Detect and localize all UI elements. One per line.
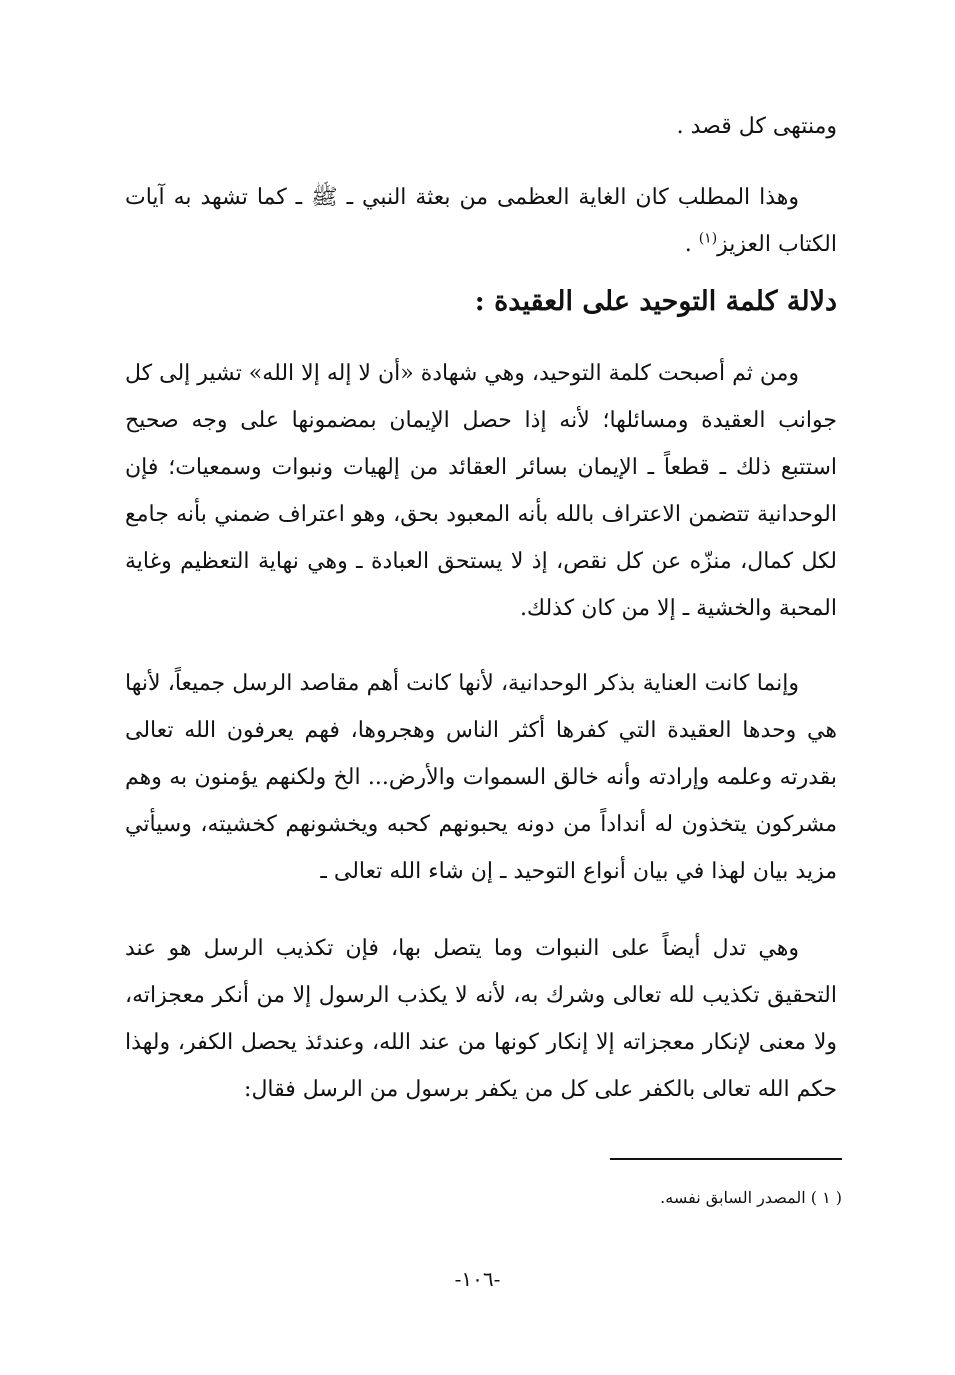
paragraph-text: ومن ثم أصبحت كلمة التوحيد، وهي شهادة «أن لا إله إلا الله» تشير إلى كل جوانب العقيدة ومسائلها؛ لأنه إذا حصل الإيمان بمضمونها على وجه صحيح استتبع ذلك ـ قطعاً ـ الإيمان بسائر العقائد من إلهيات ونبوات وسمعيات؛ فإن الوحدانية تتضمن الاعتراف بالله بأنه المعبود بحق، وهو اعتراف ضمني بأنه جامع لكل كمال، منزّه عن كل نقص، إذ لا يستحق العبادة ـ وهي نهاية التعظيم وغاية المحبة والخشية ـ إلا من كان كذلك. — [125, 361, 837, 621]
paragraph-text: ومنتهى كل قصد . — [676, 114, 837, 139]
footnote-reference[interactable]: (١) — [698, 230, 718, 247]
footnote: ( ١ ) المصدر السابق نفسه. — [660, 1188, 842, 1207]
paragraph-end: . — [684, 232, 699, 257]
paragraph-mission — [125, 174, 837, 268]
paragraph-tawhid — [125, 350, 837, 632]
paragraph-continuation — [125, 103, 837, 150]
paragraph-wahdaniyya — [125, 660, 837, 895]
paragraph-text: وإنما كانت العناية بذكر الوحدانية، لأنها كانت أهم مقاصد الرسل جميعاً، لأنها هي وحدها العقيدة التي كفرها أكثر الناس وهجروها، فهم يعرفون الله تعالى بقدرته وعلمه وإرادته وأنه خالق السموات والأرض... الخ ولكنهم يؤمنون به وهم مشركون يتخذون له أنداداً من دونه يحبونهم كحبه ويخشونهم كخشيته، وسيأتي مزيد بيان لهذا في بيان أنواع التوحيد ـ إن شاء الله تعالى ـ — [125, 671, 837, 884]
page-number: -١٠٦- — [454, 1267, 501, 1291]
paragraph-nubuwwat — [125, 925, 837, 1113]
section-heading: دلالة كلمة التوحيد على العقيدة : — [474, 286, 837, 317]
paragraph-text: وهي تدل أيضاً على النبوات وما يتصل بها، فإن تكذيب الرسل هو عند التحقيق تكذيب لله تعالى وشرك به، لأنه لا يكذب الرسول إلا من أنكر معجزاته، ولا معنى لإنكار معجزاته إلا إنكار كونها من عند الله، وعندئذ يحصل الكفر، ولهذا حكم الله تعالى بالكفر على كل من يكفر برسول من الرسل فقال: — [125, 936, 837, 1102]
paragraph-text: وهذا المطلب كان الغاية العظمى من بعثة النبي ـ ﷺ ـ كما تشهد به آيات الكتاب العزيز — [125, 185, 837, 257]
footnote-divider — [610, 1158, 842, 1160]
